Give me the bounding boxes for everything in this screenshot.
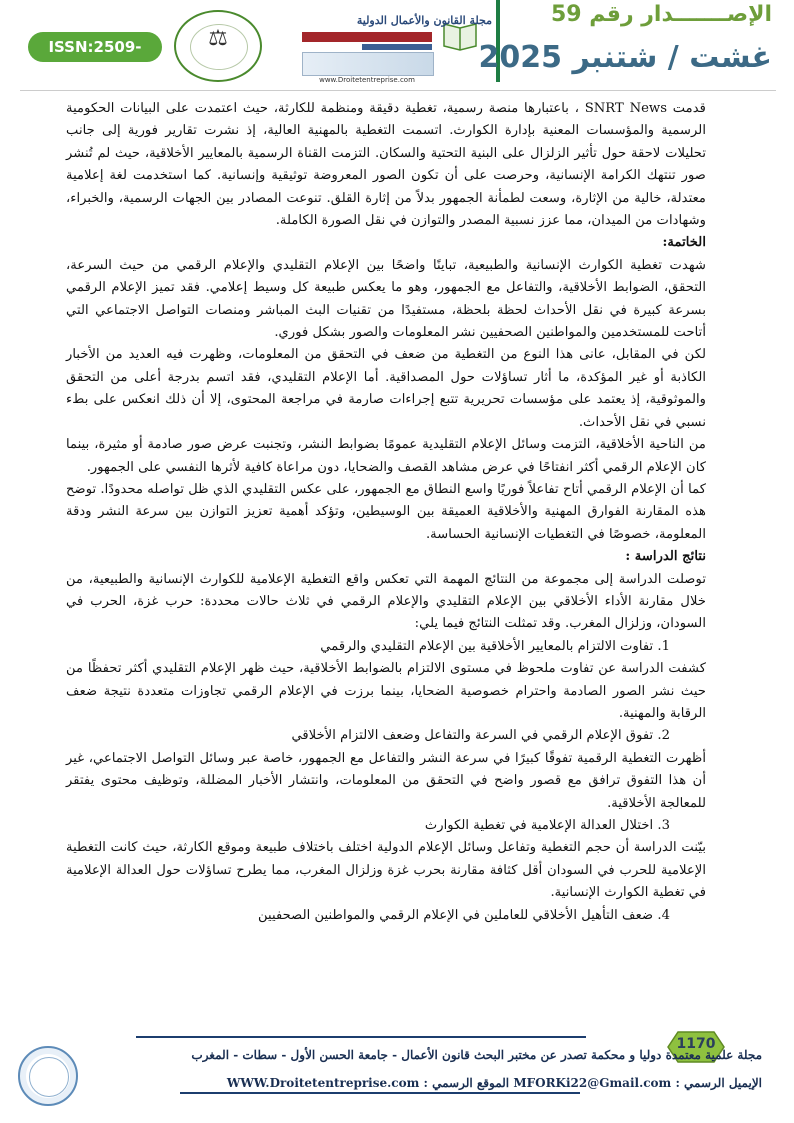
paragraph: شهدت تغطية الكوارث الإنسانية والطبيعية، تباينًا واضحًا بين الإعلام التقليدي والإعلام الرقمي من حيث السرعة، التحقق، الضوابط الأخلاقية، والتفاعل مع الجمهور، وهو ما يعكس طبيعة كل وسيط إعلامي. فقد تميز الإعلام الرقمي بسرعة كبيرة في نقل الأحداث لحظة بلحظة، مستفيدًا من تقنيات البث المباشر ومنصات التواصل الاجتماعي التي أتاحت للمستخدمين والمواطنين الصحفيين نشر المعلومات والصور بشكل فوري. <box>66 257 706 341</box>
footer-rule-top <box>136 1036 586 1038</box>
paragraph: بيّنت الدراسة أن حجم التغطية وتفاعل وسائل الإعلام الدولية اختلف باختلاف طبيعة وموقع الكارثة، حيث كانت التغطية الإعلامية للحرب في السودان أقل كثافة مقارنة بحرب غزة وزلزال المغرب، مما يطرح تساؤلات حول العدالة الإعلامية في تغطية الكوارث الإنسانية. <box>66 840 706 901</box>
paragraph: أظهرت التغطية الرقمية تفوقًا كبيرًا في سرعة النشر والتفاعل مع الجمهور، خاصة عبر وسائل التواصل الاجتماعي، غير أن هذا التفوق ترافق مع قصور واضح في التحقق من المعلومات، وانتشار الأخبار المضللة، وتوظيف محتوى يفتقر للمعالجة الأخلاقية. <box>66 750 706 811</box>
journal-banner-blue <box>362 44 432 50</box>
article-body <box>66 98 706 927</box>
paragraph: كما أن الإعلام الرقمي أتاح تفاعلاً فوريًا واسع النطاق مع الجمهور، على عكس التقليدي الذي ظل تواصله محدودًا. توضح هذه المقارنة الفوارق المهنية والأخلاقية العميقة بين الوسيطين، وتؤكد أهمية تعزيز التوازن بين سرعة النشر ودقة المعلومة، خصوصًا في التغطيات الإنسانية الحساسة. <box>66 481 706 542</box>
university-seal-icon <box>18 1046 78 1106</box>
issue-number: الإصـــــــدار رقم 59 <box>551 2 772 27</box>
seal-ring <box>29 1057 69 1097</box>
list-item: 3. اختلال العدالة الإعلامية في تغطية الكوارث <box>424 818 670 833</box>
journal-banner-red <box>302 32 432 42</box>
list-item: 1. تفاوت الالتزام بالمعايير الأخلاقية بين الإعلام التقليدي والرقمي <box>320 638 670 654</box>
list-item: 2. تفوق الإعلام الرقمي في السرعة والتفاعل وضعف الالتزام الأخلاقي <box>291 728 670 744</box>
scales-of-justice-icon: ⚖ <box>208 26 228 51</box>
paragraph: توصلت الدراسة إلى مجموعة من النتائج المهمة التي تعكس واقع التغطية الإعلامية للكوارث الإنسانية والطبيعية، من خلال مقارنة الأداء الأخلاقي بين الإعلام التقليدي والإعلام الرقمي في ثلاث حالات محددة: حرب غزة، الحرب في السودان، وزلزال المغرب. وقد تمثلت النتائج فيما يلي: <box>66 571 706 632</box>
page-header <box>0 0 794 92</box>
paragraph: قدمت SNRT News ، باعتبارها منصة رسمية، تغطية دقيقة ومنظمة للكارثة، حيث اعتمدت على البيانات الحكومية الرسمية والمؤسسات المعنية بإدارة الكوارث. اتسمت التغطية بالمهنية العالية، إذ نشرت تقارير فورية إلى جانب تحليلات لاحقة حول تأثير الزلزال على البنية التحتية والسكان. التزمت القناة الرسمية بالمعايير الأخلاقية، حيث لم تُنشر صور تنتهك الكرامة الإنسانية، وحرصت على أن تكون الصور المعروضة توثيقية وإنسانية. كما استخدمت لغة إعلامية معتدلة، خالية من الإثارة، وسعت لطمأنة الجمهور بدلاً من إثارة القلق. تنوعت المصادر بين الجهات الرسمية، والخبراء، وشهادات من الميدان، مما عزز نسبية المصدر والتوازن في نقل الصورة الكاملة. <box>66 101 706 229</box>
header-rule <box>20 90 776 91</box>
lab-logo <box>174 10 262 82</box>
journal-banner-image <box>302 52 434 76</box>
journal-title: مجلة القانون والأعمال الدولية <box>356 14 492 27</box>
issn-badge: ISSN:2509-0291 <box>28 32 162 62</box>
journal-logo <box>262 8 492 88</box>
list-item: 4. ضعف التأهيل الأخلاقي للعاملين في الإعلام الرقمي والمواطنين الصحفيين <box>257 907 670 923</box>
paragraph: كشفت الدراسة عن تفاوت ملحوظ في مستوى الالتزام بالضوابط الأخلاقية، حيث ظهر الإعلام التقليدي أكثر تحفظًا من حيث نشر الصور الصادمة واحترام خصوصية الضحايا، بينما برزت في الإعلام الرقمي تجاوزات متعددة نتيجة ضعف الرقابة والمهنية. <box>66 661 706 721</box>
page-number: 1170 <box>676 1036 716 1052</box>
footer-contact-line: الإيميل الرسمي : MFORKi22@Gmail.com الموقع الرسمي : WWW.Droitetentreprise.com <box>226 1076 762 1090</box>
footer-rule-bottom <box>180 1092 580 1094</box>
paragraph: من الناحية الأخلاقية، التزمت وسائل الإعلام التقليدية عمومًا بضوابط النشر، وتجنبت عرض صور صادمة أو مثيرة، بينما كان الإعلام الرقمي أكثر انفتاحًا في عرض مشاهد القصف والضحايا، دون مراعاة كافية لأثرها النفسي على الجمهور. <box>66 437 706 475</box>
footer-journal-line: مجلة علمية معتمدة دوليا و محكمة تصدر عن مختبر البحث قانون الأعمال - جامعة الحسن الأول - سطات - المغرب <box>191 1048 762 1062</box>
paragraph: لكن في المقابل، عانى هذا النوع من التغطية من ضعف في التحقق من المعلومات، وظهرت فيه العديد من الأخبار الكاذبة أو غير المؤكدة، ما أثار تساؤلات حول المصداقية. أما الإعلام التقليدي، فقد اتسم بدرجة أعلى من التحقق والموثوقية، إذ يعتمد على مؤسسات تحريرية تتبع إجراءات صارمة في مراجعة المحتوى، إلا أن ذلك انعكس على بطء نسبي في نقل الأحداث. <box>66 347 706 430</box>
section-heading-conclusion: الخاتمة: <box>662 235 706 251</box>
issue-date: غشت / شتنبر 2025 <box>478 40 772 75</box>
section-heading-results: نتائج الدراسة : <box>625 549 706 565</box>
journal-url: www.Droitetentreprise.com <box>319 76 415 84</box>
